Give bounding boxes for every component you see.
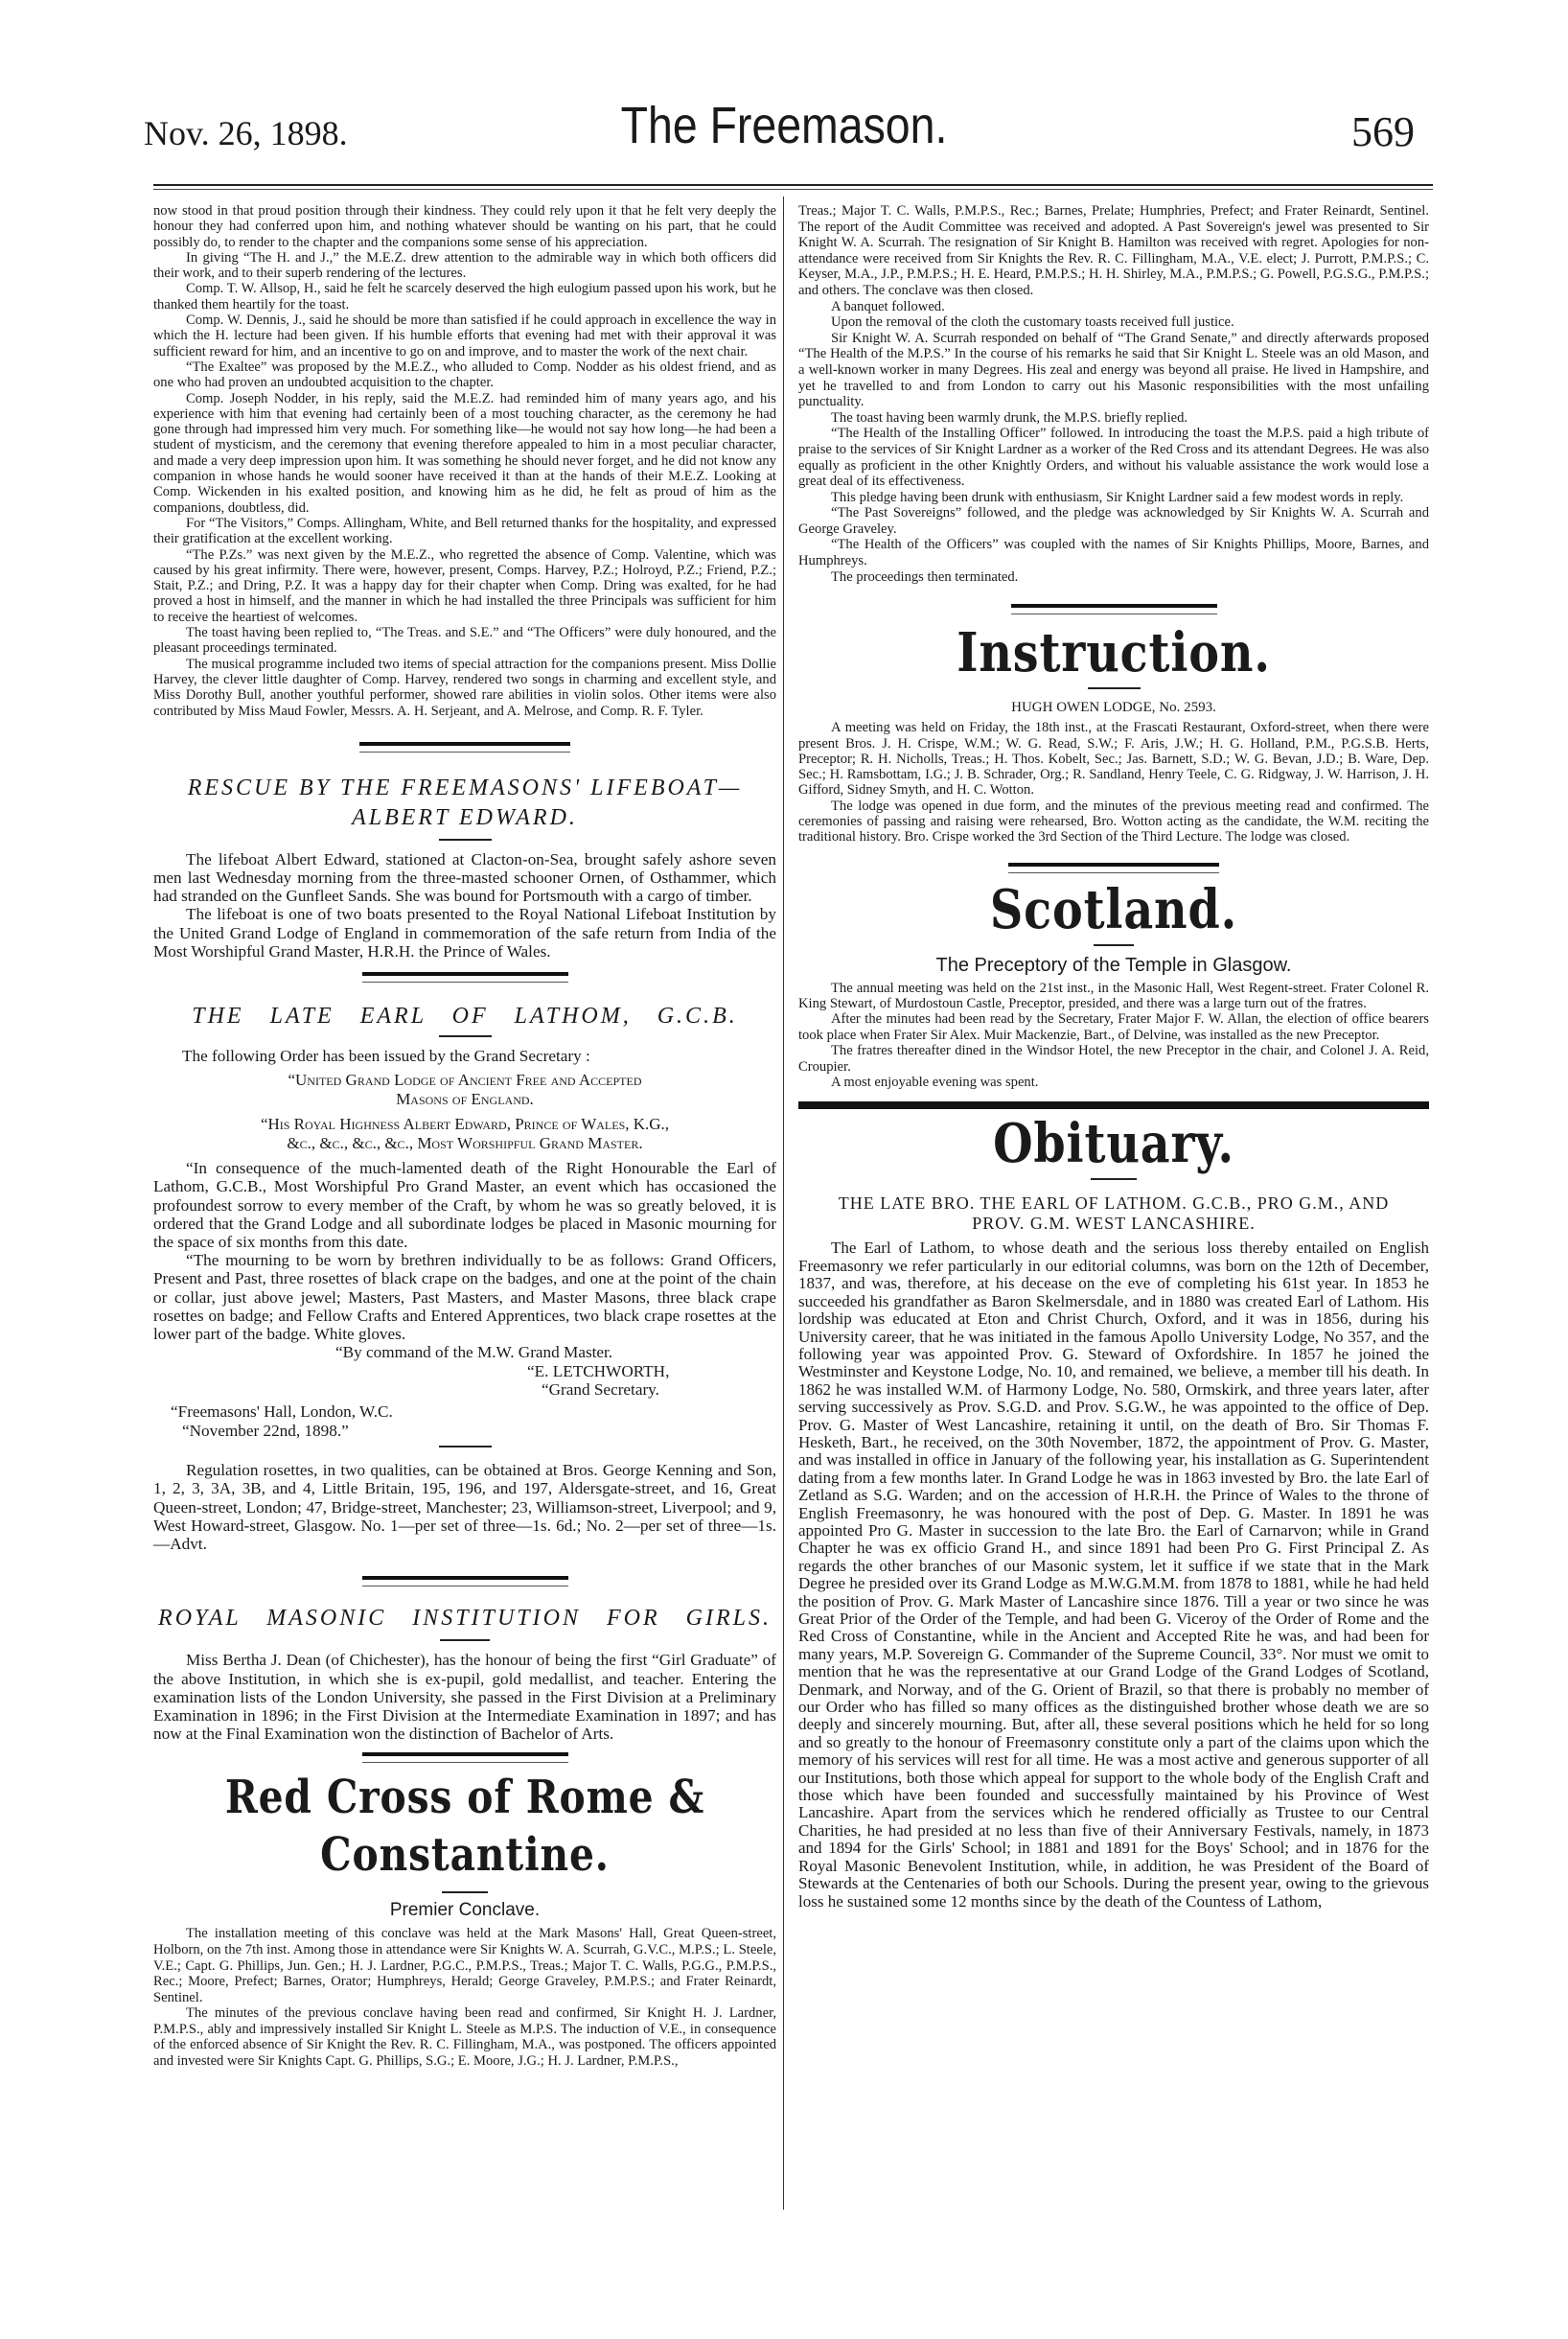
short-rule bbox=[439, 1035, 492, 1037]
left-column bbox=[153, 203, 776, 2070]
paragraph: The musical programme included two items of special attraction for the companions present. Miss Dollie Harvey, the clever little daughter of Comp. Harvey, rendered two songs in charming and excellent style, and Miss Dorothy Bull, another youthful performer, showed rare abilities in violin solos. Other items were also contributed by Miss Maud Fowler, Messrs. A. H. Serjeant, and A. Melrose, and Comp. R. F. Tyler. bbox=[153, 656, 776, 719]
lifeboat-heading bbox=[153, 774, 776, 833]
section-divider bbox=[362, 1752, 568, 1763]
obituary-article bbox=[798, 1239, 1429, 1910]
scotland-heading: Scotland. bbox=[989, 877, 1238, 941]
order-heading-line: “His Royal Highness Albert Edward, Prince of Wales, K.G., bbox=[260, 1115, 670, 1134]
right-column bbox=[798, 203, 1429, 1911]
paragraph: The fratres thereafter dined in the Windsor Hotel, the new Preceptor in the chair, and Colonel J. A. Reid, Croupier. bbox=[798, 1043, 1429, 1075]
paragraph: Comp. Joseph Nodder, in his reply, said the M.E.Z. had reminded him of many years ago, and his experience with him that evening had certainly been of a most touching character, as the ceremony he had gone through had impressed him very much. For something like—he would not say how long—he had been a student of mysticism, and the ceremony that evening therefore appealed to him in a most peculiar character, and made a very deep impression upon him. It was something he should never forget, and he did not know any companion in whose hands he would sooner have received it than at the hands of their M.E.Z. Looking at Comp. Wickenden in his exalted position, and knowing him as he did, he felt as proud of him as the companions, doubtless, did. bbox=[153, 390, 776, 516]
short-rule bbox=[442, 1891, 488, 1893]
instruction-heading: Instruction. bbox=[957, 621, 1271, 685]
masthead-rule bbox=[153, 184, 1433, 190]
paragraph: The proceedings then terminated. bbox=[831, 568, 1019, 585]
rosettes-advert bbox=[153, 1461, 776, 1553]
paragraph: A meeting was held on Friday, the 18th inst., at the Frascati Restaurant, Oxford-street, when there were present Bros. J. H. Crispe, W.M.; W. G. Read, S.W.; F. Aris, J.W.; H. G. Holland, P.M., P.G.S.B. Herts, Preceptor; R. H. Nicholls, Treas.; H. Thos. Kobelt, Sec.; Jas. Barnett, S.D.; W. G. Bevan, J.D.; B. Ware, Dep. Sec.; H. Ramsbottam, I.G.; J. B. Schrader, Org.; R. Sandland, Henry Teele, C. G. Ridgway, J. W. Harrison, J. H. Gifford, Sidney Smyth, and H. C. Wotton. bbox=[798, 720, 1429, 799]
short-rule bbox=[439, 839, 492, 841]
paragraph: “The Exaltee” was proposed by the M.E.Z., who alluded to Comp. Nodder as his oldest friend, and as one who had proven an undoubted acquisition to the chapter. bbox=[153, 359, 776, 391]
obituary-text: The Earl of Lathom, to whose death and the serious loss thereby entailed on English Freemasonry we refer particularly in our editorial columns, was born on the 12th of December, 1837, and was, therefore, at his decease on the eve of completing his 61st year. In 1853 he succeeded his grandfather as Baron Skelmersdale, and in 1880 was created Earl of Lathom. His lordship was educated at Eton and Christ Church, Oxford, and it was in 1856, during his University career, that he was initiated in the famous Apollo University Lodge, No 357, and the following year was appointed Prov. G. Steward of Oxfordshire. In 1857 he joined the Westminster and Keystone Lodge, No. 10, and remained, we believe, a member till his death. In 1862 he was installed W.M. of Harmony Lodge, No. 580, Ormskirk, and three years later, after serving successively as Prov. S.G.D. and Prov. S.G.W., he was appointed to the office of Dep. Prov. G. Master of West Lancashire, retaining it until, on the death of Bro. Sir Thomas F. Hesketh, Bart., he received, on the 30th November, 1872, the appointment of Prov. G. Master, and was installed in office in January of the following year, his installation as G. Superintendent dating from a few months later. In Grand Lodge he was in 1863 invested by Bro. the late Earl of Zetland as S.G. Warden; and on the accession of H.R.H. the Prince of Wales to the throne of English Freemasonry, he was honoured with the post of Dep. G. Master. In 1891 he was appointed Pro G. Master in succession to the late Bro. the Earl of Carnarvon; while in Grand Chapter he was ex officio Grand H., and since 1891 had been Pro G. First Principal Z. As regards the other branches of our Masonic system, let it suffice if we state that in the Mark Degree he presided over its Grand Lodge as M.W.G.M.M. from 1878 to 1881, while he had held the position of Prov. G. Mark Master of Lancashire since 1876. Till a year or two since he was Great Prior of the Order of the Temple, and had been G. Viceroy of the Order of Rome and the Red Cross of Constantine, while in the Ancient and Accepted Rite he was, and had been for many years, M.P. Sovereign G. Commander of the Supreme Council, 33°. Nor must we omit to mention that he was the representative at our Grand Lodge of the Grand Lodges of Scotland, Denmark, and Norway, and of the G. Orient of Brazil, so that there is probably no member of our Order who has filled so many offices as the distinguished brother whose death we are so deeply and sincerely mourning. But, after all, these several positions which he held for so long and so greatly to the honour of Freemasonry constitute only a part of the claims upon which the memory of his services will rest for all time. He was a most active and generous supporter of all our Institutions, both those which appeal for support to the whole body of the English Craft and those which have been founded and successfully maintained by his Province of West Lancashire. Apart from the services which he rendered officially as Trustee to our Central Charities, he had presided at no less than five of their Anniversary Festivals, namely, in 1873 and 1894 for the Girls' School; in 1881 and 1891 for the Boys' School; and in 1876 for the Royal Masonic Benevolent Institution, while, in addition, he was President of the Board of Stewards at the Centenaries of both our Schools. During the present year, owing to the grievous loss he sustained some 12 months since by the death of the Countess of Lathom, bbox=[798, 1239, 1429, 1911]
lifeboat-heading-line2: ALBERT EDWARD. bbox=[352, 804, 578, 830]
short-rule bbox=[1094, 944, 1134, 946]
paragraph: The toast having been replied to, “The Treas. and S.E.” and “The Officers” were duly honoured, and the pleasant proceedings terminated. bbox=[153, 625, 776, 657]
red-cross-heading: Red Cross of Rome & Constantine. bbox=[224, 1771, 705, 1883]
section-divider bbox=[1011, 604, 1217, 614]
order-intro: The following Order has been issued by the Grand Secretary : bbox=[182, 1047, 590, 1066]
preceptory-heading: The Preceptory of the Temple in Glasgow. bbox=[935, 954, 1292, 976]
section-divider bbox=[362, 1576, 568, 1586]
paragraph: Treas.; Major T. C. Walls, P.M.P.S., Rec.; Barnes, Prelate; Humphries, Prefect; and Frater Reinardt, Sentinel. The report of the Audit Committee was received and adopted. A Past Sovereign's jewel was presented to Sir Knight W. A. Scurrah. The resignation of Sir Knight B. Hamilton was received with regret. Apologies for non-attendance were received from Sir Knights the Rev. R. C. Fillingham, M.A., V.E. elect; J. Purrott, P.M.P.S.; C. Keyser, M.A., J.P., P.M.P.S.; H. E. Heard, P.M.P.S.; H. H. Shirley, M.A., P.M.P.S.; G. Powell, P.G.S.G., P.M.P.S.; and others. The conclave was then closed. bbox=[798, 203, 1429, 298]
obituary-subheading-line2: PROV. G.M. WEST LANCASHIRE. bbox=[972, 1214, 1256, 1234]
order-address: “Freemasons' Hall, London, W.C. bbox=[171, 1402, 393, 1422]
page-number: 569 bbox=[1351, 108, 1415, 155]
section-divider bbox=[1008, 863, 1219, 873]
paragraph: Sir Knight W. A. Scurrah responded on behalf of “The Grand Senate,” and directly afterwards proposed “The Health of the M.P.S.” In the course of his remarks he said that Sir Knight L. Steele was an old Mason, and a well-known worker in many Degrees. His zeal and energy was beyond all praise. He lived in Hampshire, and yet he travelled to and from London to carry out his Masonic responsibilities with the most unfailing punctuality. bbox=[798, 330, 1429, 410]
premier-conclave-heading: Premier Conclave. bbox=[389, 1900, 541, 1921]
obituary-subheading bbox=[798, 1193, 1429, 1234]
paragraph: Comp. T. W. Allsop, H., said he felt he scarcely deserved the high eulogium passed upon his work, but he thanked them heartily for the toast. bbox=[153, 281, 776, 313]
paragraph: “The P.Zs.” was next given by the M.E.Z., who regretted the absence of Comp. Valentine, which was caused by his great infirmity. There were, however, present, Comps. Harvey, P.Z.; Holroyd, P.Z.; Friend, P.Z.; Stait, P.Z.; and Dring, P.Z. It was a happy day for their chapter when Comp. Dring was exalted, for he had proved a host in himself, and the manner in which he had installed the three Principals was sufficient for him to receive the heartiest of welcomes. bbox=[153, 546, 776, 625]
paragraph: In giving “The H. and J.,” the M.E.Z. drew attention to the admirable way in which both officers did their work, and to their superb rendering of the lectures. bbox=[153, 249, 776, 282]
paragraph: “The mourning to be worn by brethren individually to be as follows: Grand Officers, Present and Past, three rosettes of black crape on the badges, and one at the point of the chain or collar, just above jewel; Masters, Past Masters, and Master Masons, three black crape rosettes on badge; and Fellow Crafts and Entered Apprentices, two black crape rosettes at the lower part of the badge. White gloves. bbox=[153, 1251, 776, 1344]
lifeboat-heading-line1: RESCUE BY THE FREEMASONS' LIFEBOAT— bbox=[187, 775, 743, 800]
obituary-heading: Obituary. bbox=[993, 1112, 1234, 1176]
paragraph: The minutes of the previous conclave having been read and confirmed, Sir Knight H. J. Lardner, P.M.P.S., ably and impressively installed Sir Knight L. Steele as M.P.S. The induction of V.E., in consequence of the enforced absence of Sir Knight the Rev. R. C. Fillingham, M.A., was postponed. The officers appointed and invested were Sir Knights Capt. G. Phillips, S.G.; E. Moore, J.G.; H. J. Lardner, P.M.P.S., bbox=[153, 2005, 776, 2070]
lodge-name: HUGH OWEN LODGE, No. 2593. bbox=[1011, 700, 1216, 716]
column-separator bbox=[783, 197, 784, 2210]
short-rule bbox=[1088, 687, 1141, 689]
paragraph: The annual meeting was held on the 21st inst., in the Masonic Hall, West Regent-street. Frater Colonel R. King Stewart, of Murdostoun Castle, Preceptor, presided, and there was a large turn out of the fratres. bbox=[798, 980, 1429, 1012]
order-heading-line: &c., &c., &c., &c., Most Worshipful Grand Master. bbox=[287, 1134, 643, 1153]
order-heading bbox=[153, 1071, 776, 1153]
short-rule bbox=[439, 1446, 492, 1447]
order-heading-line: “United Grand Lodge of Ancient Free and Accepted bbox=[288, 1071, 642, 1090]
paragraph: The toast having been warmly drunk, the M.P.S. briefly replied. bbox=[831, 409, 1188, 426]
paragraph: This pledge having been drunk with enthusiasm, Sir Knight Lardner said a few modest words in reply. bbox=[831, 489, 1404, 505]
paragraph: Comp. W. Dennis, J., said he should be more than satisfied if he could approach in excellence the way in which the H. lecture had been given. If his humble efforts that evening had met with their approval it was sufficient reward for him, and an incentive to go on and improve, and to master the work of the next chair. bbox=[153, 313, 776, 359]
girls-article bbox=[153, 1651, 776, 1743]
paragraph: The installation meeting of this conclave was held at the Mark Masons' Hall, Great Queen-street, Holborn, on the 7th inst. Among those in attendance were Sir Knights W. A. Scurrah, G.V.C., M.P.S.; L. Steele, V.E.; Capt. G. Phillips, Jun. Gen.; H. J. Lardner, P.G.C., P.M.P.S., Treas.; Major T. C. Walls, P.G.G., P.M.P.S., Rec.; Moore, Prefect; Barnes, Orator; Humphreys, Herald; George Graveley, P.M.P.S.; and Frater Reinardt, Sentinel. bbox=[153, 1926, 776, 2005]
signatory-name: “E. LETCHWORTH, bbox=[527, 1361, 670, 1380]
paragraph: The lodge was opened in due form, and the minutes of the previous meeting read and confirmed. The ceremonies of passing and raising were rehearsed, Bro. Wotton acting as the candidate, the W.M. reciting the traditional history. Bro. Crispe worked the 3rd Section of the Third Lecture. The lodge was closed. bbox=[798, 798, 1429, 845]
paragraph: The lifeboat Albert Edward, stationed at Clacton-on-Sea, brought safely ashore seven men last Wednesday morning from the three-masted schooner Ornen, of Osthammer, which had stranded on the Gunfleet Sands. She was bound for Portsmouth with a cargo of timber. bbox=[153, 849, 776, 906]
obituary-bar bbox=[798, 1101, 1429, 1109]
short-rule bbox=[1091, 1178, 1137, 1180]
girls-text: Miss Bertha J. Dean (of Chichester), has the honour of being the first “Girl Graduate” of the above Institution, in which she is ex-pupil, gold medallist, and teacher. Entering the examination lists of the London University, she passed in the First Division at a Preliminary Examination in 1896; in the First Division at the Intermediate Examination in 1897; and has now at the Final Examination won the distinction of Bachelor of Arts. bbox=[153, 1651, 776, 1744]
obituary-subheading-line1: THE LATE BRO. THE EARL OF LATHOM. G.C.B., PRO G.M., AND bbox=[838, 1193, 1390, 1214]
section-divider bbox=[359, 742, 570, 753]
newspaper-title: The Freemason. bbox=[620, 97, 948, 154]
paragraph: For “The Visitors,” Comps. Allingham, White, and Bell returned thanks for the hospitality, and expressed their gratification at the excellent working. bbox=[153, 515, 776, 547]
paragraph: After the minutes had been read by the Secretary, Frater Major F. W. Allan, the election of office bearers took place when Frater Sir Alex. Muir Mackenzie, Bart., of Delvine, was installed as the new Preceptor. bbox=[798, 1011, 1429, 1043]
advert-text: Regulation rosettes, in two qualities, can be obtained at Bros. George Kenning and Son, 1, 2, 3, 3A, 3B, and 4, Little Britain, 195, 196, and 197, Aldersgate-street, and 16, Great Queen-street, London; 47, Bridge-street, Manchester; 23, Williamson-street, Liverpool; and 9, West Howard-street, Glasgow. No. 1—per set of three—1s. 6d.; No. 2—per set of three—1s.—Advt. bbox=[153, 1461, 776, 1554]
chapter-report-continued bbox=[153, 203, 776, 719]
by-command: “By command of the M.W. Grand Master. bbox=[335, 1343, 613, 1362]
scotland-article bbox=[798, 981, 1429, 1091]
order-heading-line: Masons of England. bbox=[396, 1090, 534, 1109]
paragraph: now stood in that proud position through their kindness. They could rely upon it that he felt very deeply the honour they had conferred upon him, and nothing whatever should be wanting on his part, that he could possibly do, to render to the chapter and the companions some sense of his appreciation. bbox=[153, 203, 776, 250]
signatory-title: “Grand Secretary. bbox=[542, 1380, 659, 1400]
girls-heading: ROYAL MASONIC INSTITUTION FOR GIRLS. bbox=[158, 1606, 772, 1632]
paragraph: “The Health of the Installing Officer” followed. In introducing the toast the M.P.S. paid a high tribute of praise to the services of Sir Knight Lardner as a worker of the Red Cross and its attendant Degrees. He was also equally as proficient in the other Knightly Orders, and without his valuable assistance the work would lose a great deal of its effectiveness. bbox=[798, 426, 1429, 490]
red-cross-article-continued bbox=[798, 203, 1429, 585]
red-cross-article bbox=[153, 1926, 776, 2069]
paragraph: A most enjoyable evening was spent. bbox=[831, 1075, 1039, 1091]
paragraph: Upon the removal of the cloth the customary toasts received full justice. bbox=[831, 314, 1234, 331]
paragraph: “In consequence of the much-lamented death of the Right Honourable the Earl of Lathom, G.C.B., Most Worshipful Pro Grand Master, an event which has occasioned the profoundest sorrow to every member of the Craft, by whom he was so greatly beloved, it is ordered that the Grand Lodge and all subordinate lodges be placed in Masonic mourning for the space of six months from this date. bbox=[153, 1159, 776, 1252]
paragraph: “The Health of the Officers” was coupled with the names of Sir Knights Phillips, Moore, Barnes, and Humphreys. bbox=[798, 537, 1429, 569]
section-divider bbox=[362, 972, 568, 983]
issue-date: Nov. 26, 1898. bbox=[144, 114, 348, 152]
order-text bbox=[153, 1159, 776, 1343]
paragraph: “The Past Sovereigns” followed, and the pledge was acknowledged by Sir Knights W. A. Scurrah and George Graveley. bbox=[798, 505, 1429, 537]
paragraph: The lifeboat is one of two boats presented to the Royal National Lifeboat Institution by the United Grand Lodge of England in commemoration of the safe return from India of the Most Worshipful Grand Master, H.R.H. the Prince of Wales. bbox=[153, 905, 776, 961]
lathom-heading: THE LATE EARL OF LATHOM, G.C.B. bbox=[192, 1004, 738, 1030]
order-date: “November 22nd, 1898.” bbox=[182, 1421, 349, 1440]
instruction-article bbox=[798, 720, 1429, 845]
short-rule bbox=[440, 1639, 490, 1641]
lifeboat-article bbox=[153, 850, 776, 961]
paragraph: A banquet followed. bbox=[831, 298, 945, 314]
